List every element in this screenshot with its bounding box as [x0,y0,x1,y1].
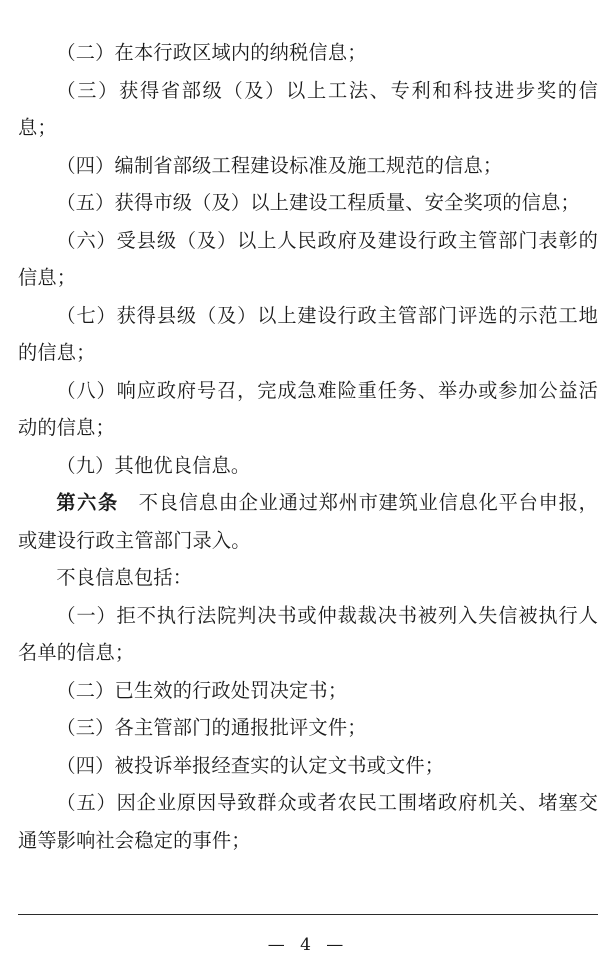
paragraph-item-5: （五）获得市级（及）以上建设工程质量、安全奖项的信息； [56,191,580,214]
paragraph-item-6: （六）受县级（及）以上人民政府及建设行政主管部门表彰的信息； [18,228,598,289]
paragraph-item-7: （七）获得县级（及）以上建设行政主管部门评选的示范工地的信息； [18,303,598,364]
article-number-label: 第六条 [56,491,119,514]
paragraph-item-8: （八）响应政府号召，完成急难险重任务、举办或参加公益活动的信息； [18,378,598,439]
paragraph-item-3: （三）获得省部级（及）以上工法、专利和科技进步奖的信息； [18,78,598,139]
paragraph-article-6 [18,484,598,559]
paragraph-bad-4: （四）被投诉举报经查实的认定文书或文件； [56,753,445,777]
paragraph-bad-3: （三）各主管部门的通报批评文件； [56,716,367,739]
page-footer [0,935,616,955]
paragraph-bad-1: （一）拒不执行法院判决书或仲裁裁决书被列入失信被执行人名单的信息； [18,603,598,664]
paragraph-bad-2: （二）已生效的行政处罚决定书； [56,678,348,702]
page-number: — 4 — [267,935,349,955]
paragraph-item-2: （二）在本行政区域内的纳税信息； [56,41,367,64]
document-body [18,34,598,859]
footer-divider [18,914,598,915]
paragraph-intro-bad-info: 不良信息包括： [56,566,193,589]
paragraph-item-9: （九）其他优良信息。 [56,453,251,477]
paragraph-bad-5: （五）因企业原因导致群众或者农民工围堵政府机关、堵塞交通等影响社会稳定的事件； [18,791,598,852]
article-6-text: 不良信息由企业通过郑州市建筑业信息化平台申报，或建设行政主管部门录入。 [18,491,598,552]
paragraph-item-4: （四）编制省部级工程建设标准及施工规范的信息； [56,153,503,177]
